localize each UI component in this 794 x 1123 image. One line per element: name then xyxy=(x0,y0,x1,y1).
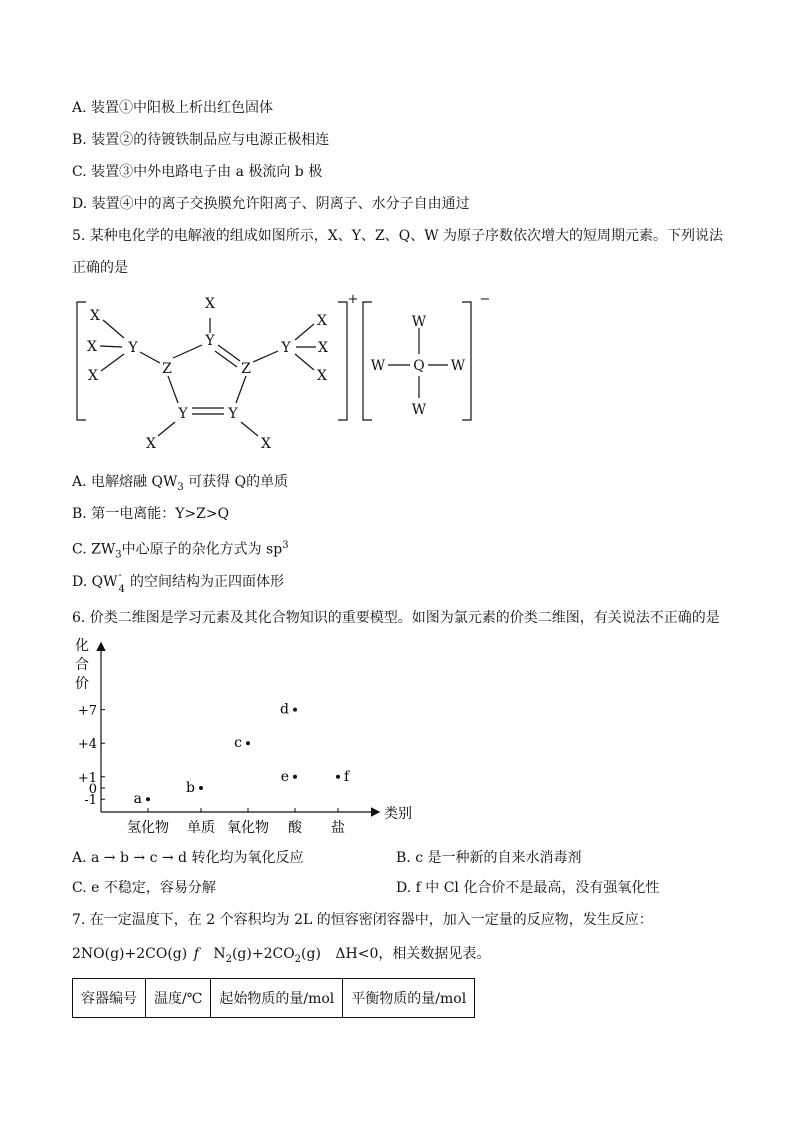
data-point-e xyxy=(293,775,297,779)
eq-co2-sub: 2 xyxy=(294,953,302,965)
q5-option-c-sup: 3 xyxy=(282,540,289,551)
q4-option-b: B. 装置②的待镀铁制品应与电源正极相连 xyxy=(72,132,330,148)
eq-lhs: 2NO(g)+2CO(g) xyxy=(72,946,188,962)
q5-option-b: B. 第一电离能：Y>Z>Q xyxy=(72,506,230,522)
y-tick-label: +7 xyxy=(77,703,97,719)
y-tick-label: +1 xyxy=(77,770,97,786)
ionic-structure-diagram xyxy=(0,290,794,460)
q6-option-c: C. e 不稳定，容易分解 xyxy=(72,880,216,896)
q6-option-b: B. c 是一种新的自来水消毒剂 xyxy=(396,850,582,866)
q5-option-d-sup: - xyxy=(118,570,122,581)
x-category-label: 氢化物 xyxy=(127,820,169,836)
q5-option-c-text-mid: 中心原子的杂化方式为 sp xyxy=(121,541,283,558)
atom-x: X xyxy=(90,308,100,324)
q5-option-c-text: C. ZW xyxy=(72,541,116,558)
table-header-cell: 起始物质的量/mol xyxy=(211,979,343,1018)
data-point-a xyxy=(146,797,150,801)
data-point-label-e: e xyxy=(280,768,289,785)
table-header-cell: 平衡物质的量/mol xyxy=(343,979,475,1018)
y-axis-label-char: 化 xyxy=(75,638,89,654)
table-header-row xyxy=(73,979,475,1018)
data-point-d xyxy=(293,708,297,712)
q6-option-a: A. a → b → c → d 转化均为氧化反应 xyxy=(72,850,304,866)
atom-x: X xyxy=(318,340,328,356)
cation-charge: + xyxy=(347,292,359,307)
q5-option-a-sub: 3 xyxy=(177,481,184,493)
data-point-label-d: d xyxy=(280,701,289,718)
q4-option-a: A. 装置①中阳极上析出红色固体 xyxy=(72,100,274,116)
q6-option-d: D. f 中 Cl 化合价不是最高，没有强氧化性 xyxy=(396,880,660,896)
eq-n2-sub: 2 xyxy=(225,953,232,965)
q5-option-a-text-end: 可获得 Q的单质 xyxy=(183,474,289,490)
atom-y: Y xyxy=(128,340,138,356)
x-category-label: 酸 xyxy=(288,820,302,836)
q5-option-d-text-end: 的空间结构为正四面体形 xyxy=(125,574,284,590)
q5-option-c xyxy=(72,536,289,565)
eq-n2-state: (g)+2CO xyxy=(231,946,295,962)
table-header-cell: 温度/℃ xyxy=(146,979,211,1018)
x-category-label: 氧化物 xyxy=(227,820,269,836)
atom-x: X xyxy=(87,339,97,355)
atom-y: Y xyxy=(205,333,215,349)
eq-arrow: f xyxy=(193,946,199,962)
atom-y: Y xyxy=(281,340,291,356)
eq-dh: ΔH<0，相关数据见表。 xyxy=(335,946,491,962)
q5-option-d xyxy=(72,570,284,595)
atom-x: X xyxy=(317,368,327,384)
atom-x: X xyxy=(261,436,271,452)
x-category-label: 盐 xyxy=(331,820,345,836)
y-axis-label-char: 价 xyxy=(75,676,89,692)
data-point-label-a: a xyxy=(133,791,142,808)
q7-equation xyxy=(72,944,490,970)
eq-n2: N xyxy=(213,946,226,962)
q4-option-d: D. 装置④中的离子交换膜允许阳离子、阴离子、水分子自由通过 xyxy=(72,196,470,212)
atom-x: X xyxy=(146,436,156,452)
atom-w: W xyxy=(370,358,386,374)
data-point-label-f: f xyxy=(344,768,350,785)
q4-option-c: C. 装置③中外电路电子由 a 极流向 b 极 xyxy=(72,164,323,180)
q5-stem: 5. 某种电化学的电解液的组成如图所示，X、Y、Z、Q、W 为原子序数依次增大的短周期元素。下列说法 xyxy=(72,228,724,244)
q7-stem: 7. 在一定温度下，在 2 个容积均为 2L 的恒容密闭容器中，加入一定量的反应物，发生反应： xyxy=(72,912,653,928)
eq-co2-state: (g) xyxy=(301,946,321,962)
atom-x: X xyxy=(317,313,327,329)
data-table xyxy=(72,978,475,1018)
y-tick-label: -1 xyxy=(84,793,97,809)
atom-w: W xyxy=(411,402,427,418)
x-axis-label: 类别 xyxy=(384,806,412,822)
valence-category-chart xyxy=(0,630,794,840)
atom-x: X xyxy=(205,296,215,312)
q6-stem: 6. 价类二维图是学习元素及其化合物知识的重要模型。如图为氯元素的价类二维图，有关说法不正确的是 xyxy=(72,610,720,626)
q5-option-d-text: D. QW xyxy=(72,574,118,590)
atom-z: Z xyxy=(241,361,251,377)
atom-x: X xyxy=(88,368,98,384)
atom-w: W xyxy=(411,314,427,330)
q5-stem-cont: 正确的是 xyxy=(72,260,128,276)
q5-option-c-sub: 3 xyxy=(115,549,122,561)
x-category-label: 单质 xyxy=(187,820,215,836)
q5-option-a xyxy=(72,472,288,498)
anion-charge: − xyxy=(479,292,491,307)
data-point-c xyxy=(246,741,250,745)
atom-y: Y xyxy=(228,406,238,422)
data-point-label-c: c xyxy=(234,735,242,752)
data-point-label-b: b xyxy=(186,780,195,796)
table-header-cell: 容器编号 xyxy=(73,979,146,1018)
y-axis-label-char: 合 xyxy=(75,657,89,673)
q5-option-d-sub: 4 xyxy=(118,584,125,595)
atom-q: Q xyxy=(413,358,425,374)
y-tick-label: 0 xyxy=(88,782,97,797)
atom-z: Z xyxy=(162,361,172,377)
data-point-b xyxy=(199,786,203,790)
atom-y: Y xyxy=(178,406,188,422)
q5-option-a-text: A. 电解熔融 QW xyxy=(72,474,178,490)
data-point-f xyxy=(336,775,340,779)
atom-w: W xyxy=(450,358,466,374)
y-tick-label: +4 xyxy=(77,737,97,753)
